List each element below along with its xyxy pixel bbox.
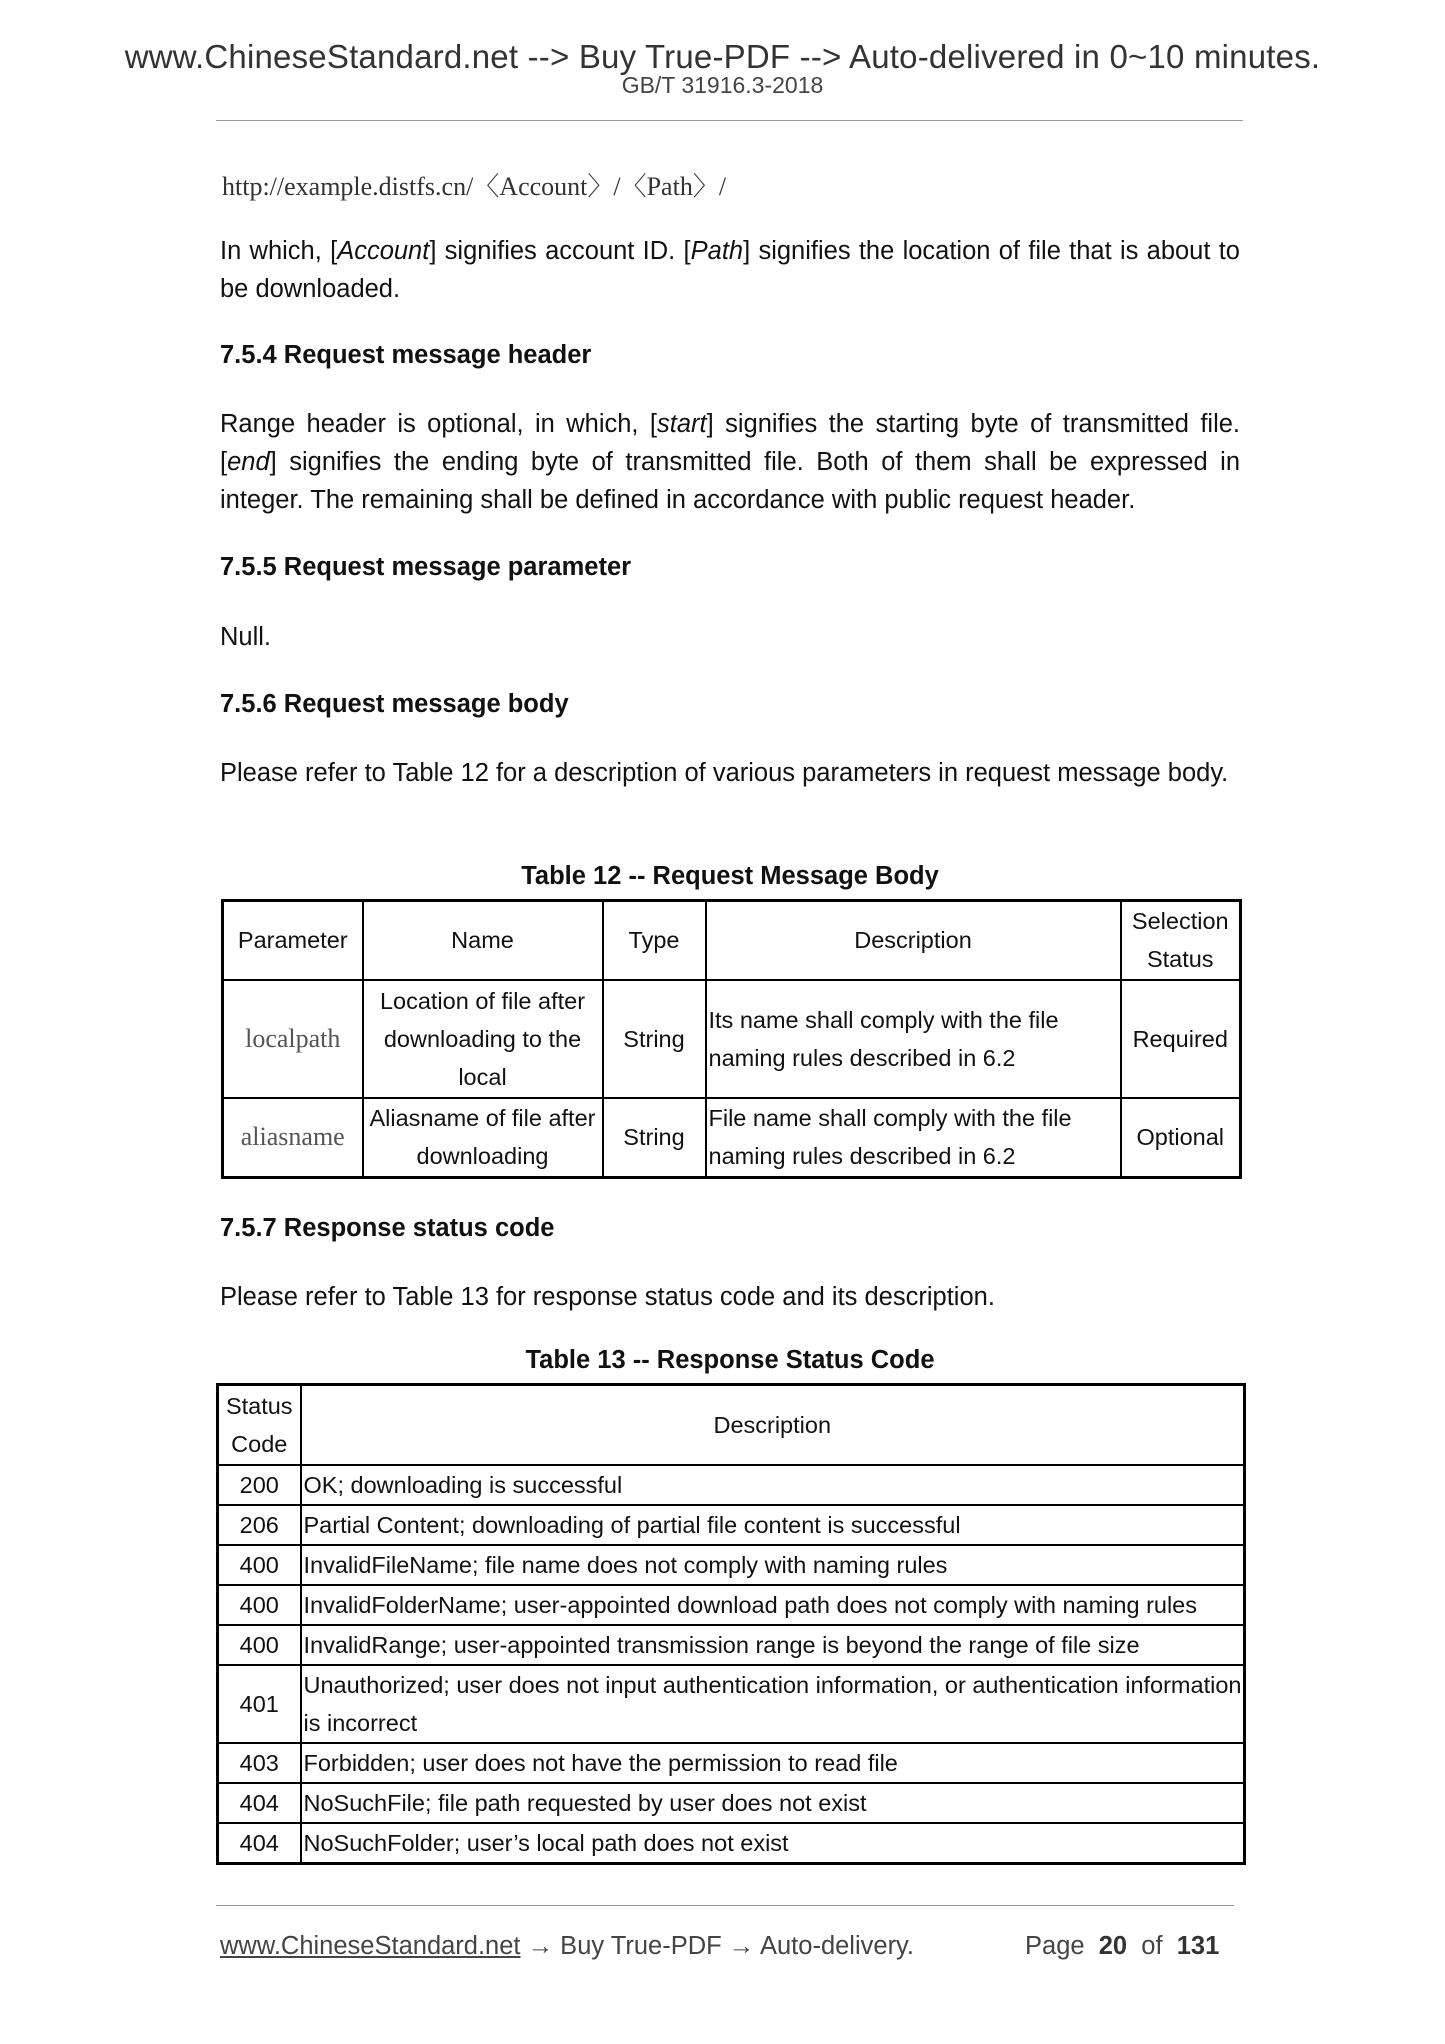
- param-cell: localpath: [223, 980, 363, 1098]
- status-description-cell: NoSuchFolder; user’s local path does not exist: [301, 1823, 1245, 1864]
- description-cell: File name shall comply with the file naming rules described in 6.2: [706, 1098, 1121, 1178]
- status-description-cell: InvalidRange; user-appointed transmission range is beyond the range of file size: [301, 1625, 1245, 1665]
- header-divider: [216, 120, 1243, 121]
- table12-header-cell: Description: [706, 901, 1121, 980]
- table-row: [223, 1098, 1241, 1178]
- table-row: [218, 1665, 1245, 1743]
- paragraph-table13-ref: Please refer to Table 13 for response status code and its description.: [220, 1283, 995, 1311]
- heading-7-5-7: 7.5.7 Response status code: [220, 1214, 555, 1242]
- table-12: [221, 899, 1242, 1179]
- table13-header-row: [218, 1385, 1245, 1465]
- table13-header-cell: Status Code: [218, 1385, 301, 1465]
- status-code-cell: 403: [218, 1743, 301, 1783]
- table-row: [218, 1585, 1245, 1625]
- table-row: [218, 1783, 1245, 1823]
- status-description-cell: Unauthorized; user does not input authentication information, or authentication information is incorrect: [301, 1665, 1245, 1743]
- status-code-cell: 206: [218, 1505, 301, 1545]
- status-code-cell: 400: [218, 1545, 301, 1585]
- footer-site-link[interactable]: www.ChineseStandard.net: [220, 1932, 521, 1960]
- top-banner: www.ChineseStandard.net --> Buy True-PDF --> Auto-delivered in 0~10 minutes.: [124, 38, 1321, 75]
- heading-7-5-6: 7.5.6 Request message body: [220, 690, 569, 718]
- param-cell: aliasname: [223, 1098, 363, 1178]
- paragraph-range-header: Range header is optional, in which, [start] signifies the starting byte of transmitted file. [end] signifies the ending byte of transmitted file. Both of them shall be expressed in integer. The remaining shall be defined in accordance with public request header.: [220, 410, 1240, 514]
- standard-number: GB/T 31916.3-2018: [621, 72, 824, 98]
- status-code-cell: 400: [218, 1585, 301, 1625]
- paragraph-account-path: In which, [Account] signifies account ID. [Path] signifies the location of file that is about to be downloaded.: [220, 237, 1240, 303]
- table13-caption: Table 13 -- Response Status Code: [525, 1346, 935, 1374]
- status-code-cell: 200: [218, 1465, 301, 1505]
- table12-header-row: [223, 901, 1241, 980]
- table-row: [218, 1545, 1245, 1585]
- table-row: [223, 980, 1241, 1098]
- paragraph-table12-ref: Please refer to Table 12 for a description of various parameters in request message body.: [220, 759, 1229, 787]
- status-description-cell: OK; downloading is successful: [301, 1465, 1245, 1505]
- status-code-cell: 404: [218, 1823, 301, 1864]
- heading-7-5-5: 7.5.5 Request message parameter: [220, 553, 632, 581]
- table13-header-cell: Description: [301, 1385, 1245, 1465]
- table-row: [218, 1625, 1245, 1665]
- table12-header-cell: Selection Status: [1121, 901, 1241, 980]
- status-description-cell: InvalidFolderName; user-appointed download path does not comply with naming rules: [301, 1585, 1245, 1625]
- footer-divider: [216, 1905, 1234, 1906]
- status-code-cell: 400: [218, 1625, 301, 1665]
- table-row: [218, 1743, 1245, 1783]
- status-description-cell: NoSuchFile; file path requested by user does not exist: [301, 1783, 1245, 1823]
- paragraph-null: Null.: [220, 623, 272, 651]
- current-page-number: 20: [1098, 1932, 1128, 1960]
- url-example: http://example.distfs.cn/〈Account〉/〈Path〉/: [222, 172, 727, 201]
- table12-header-cell: Parameter: [223, 901, 363, 980]
- page-indicator: Page 20 of 131: [1025, 1932, 1220, 1960]
- heading-7-5-4: 7.5.4 Request message header: [220, 341, 592, 369]
- table12-header-cell: Type: [603, 901, 706, 980]
- table-13: [216, 1383, 1246, 1865]
- table-row: [218, 1823, 1245, 1864]
- status-code-cell: 401: [218, 1665, 301, 1743]
- table12-header-cell: Name: [363, 901, 603, 980]
- name-cell: Aliasname of file after downloading: [363, 1098, 603, 1178]
- status-description-cell: Partial Content; downloading of partial file content is successful: [301, 1505, 1245, 1545]
- table-row: [218, 1465, 1245, 1505]
- name-cell: Location of file after downloading to the local: [363, 980, 603, 1098]
- status-code-cell: 404: [218, 1783, 301, 1823]
- type-cell: String: [603, 980, 706, 1098]
- total-pages: 131: [1176, 1932, 1220, 1960]
- table-row: [218, 1505, 1245, 1545]
- status-description-cell: Forbidden; user does not have the permission to read file: [301, 1743, 1245, 1783]
- status-description-cell: InvalidFileName; file name does not comply with naming rules: [301, 1545, 1245, 1585]
- description-cell: Its name shall comply with the file naming rules described in 6.2: [706, 980, 1121, 1098]
- status-cell: Required: [1121, 980, 1241, 1098]
- footer-text: www.ChineseStandard.net → Buy True-PDF → Auto-delivery.: [220, 1932, 914, 1960]
- table12-caption: Table 12 -- Request Message Body: [521, 862, 939, 890]
- type-cell: String: [603, 1098, 706, 1178]
- status-cell: Optional: [1121, 1098, 1241, 1178]
